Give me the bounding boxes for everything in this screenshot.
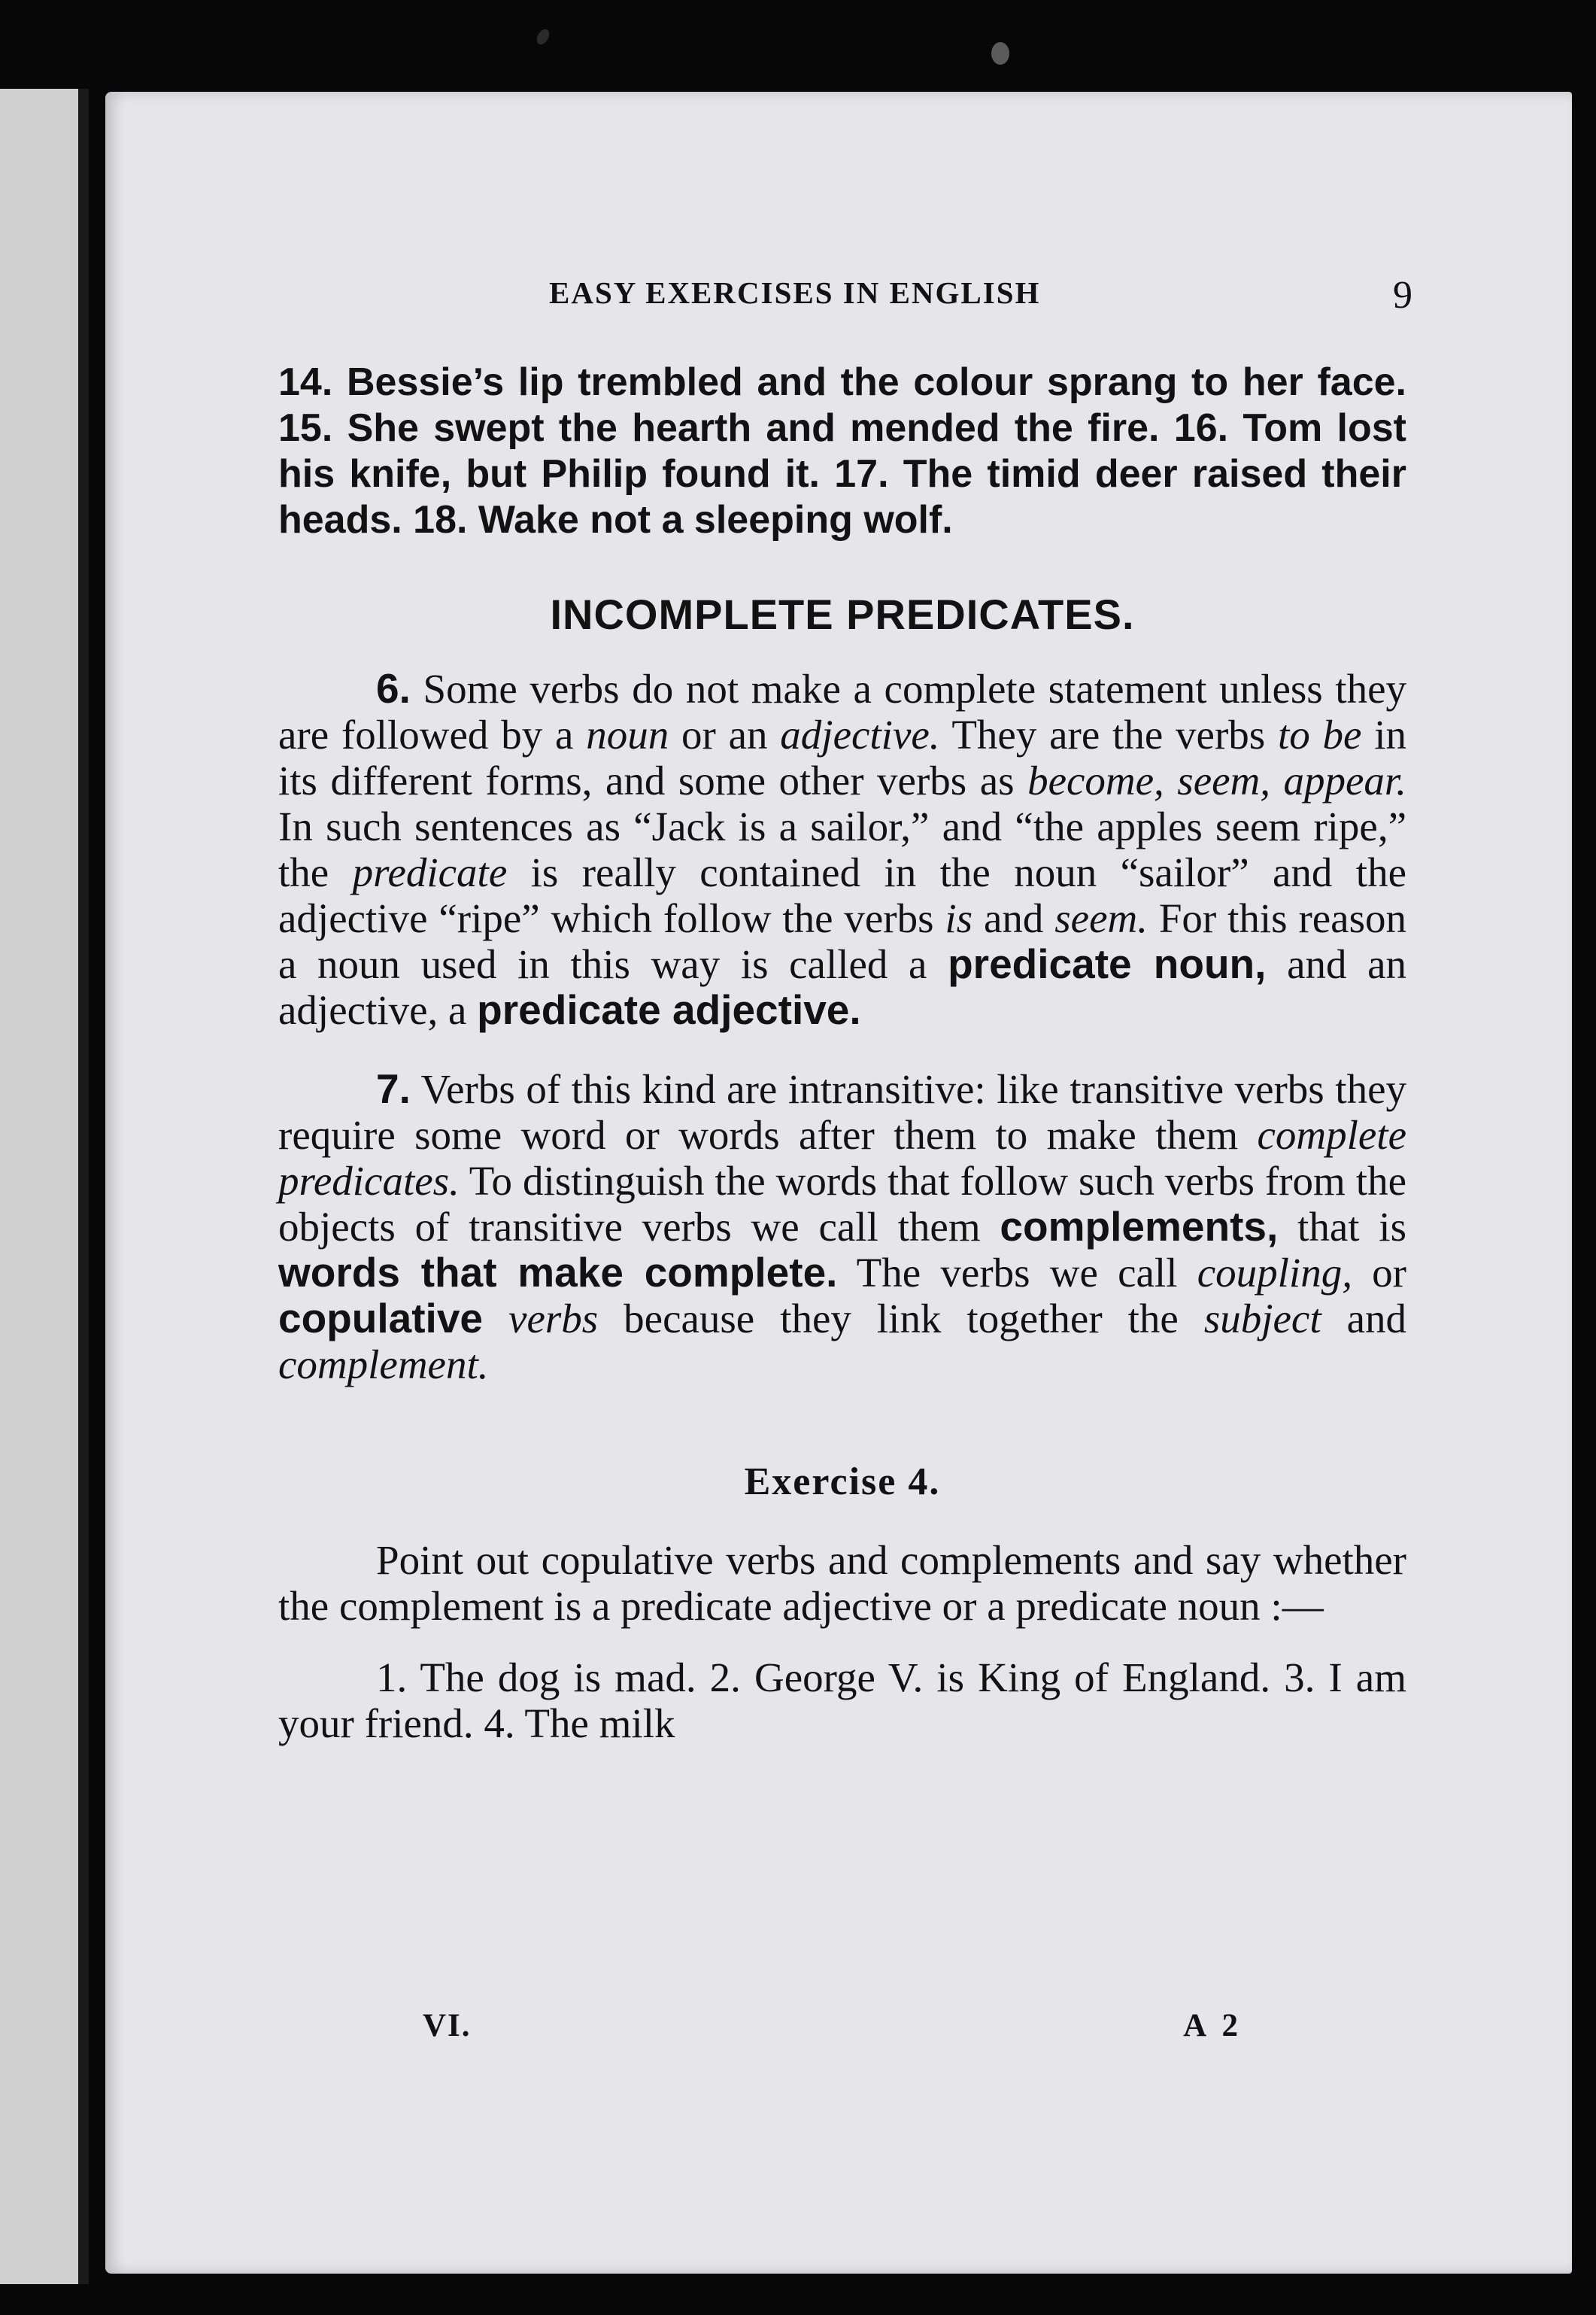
text-run: Verbs of this kind are intransitive: like transitive verbs they require some word or words after them to make them <box>278 1066 1406 1158</box>
emphasis: to be <box>1277 712 1362 758</box>
text-run: that is <box>1278 1204 1406 1250</box>
paragraph-7 <box>278 1066 1406 1387</box>
text-run: because they link together the <box>598 1296 1204 1341</box>
emphasis: predicate <box>352 849 508 895</box>
key-term: words that make complete. <box>278 1249 838 1296</box>
paragraph-6 <box>278 666 1406 1033</box>
paragraph-number: 6. <box>376 665 411 712</box>
emphasis: adjective. <box>780 712 940 758</box>
key-term: copulative <box>278 1295 484 1341</box>
emphasis: is <box>945 895 973 941</box>
text-run: and <box>1321 1296 1407 1341</box>
page-body <box>278 360 1406 1746</box>
signature-mark-right: A 2 <box>1183 2008 1243 2043</box>
emphasis: verbs <box>508 1296 599 1341</box>
exercise-heading: Exercise 4. <box>744 1460 941 1503</box>
running-title: EASY EXERCISES IN ENGLISH <box>549 275 1041 310</box>
text-run: in its different forms, and some other verbs as <box>278 712 1407 804</box>
emphasis: coupling, <box>1197 1250 1352 1296</box>
text-run: and <box>972 895 1055 941</box>
emphasis: complete predicates. <box>278 1112 1406 1204</box>
exercise-items: 1. The dog is mad. 2. George V. is King of England. 3. I am your friend. 4. The milk <box>278 1654 1406 1746</box>
text-run: or an <box>669 712 781 758</box>
text-run: The verbs we call <box>837 1250 1197 1296</box>
emphasis: subject <box>1203 1296 1321 1341</box>
text-run: Some verbs do not make a complete statement unless they are followed by a <box>278 666 1406 758</box>
text-run: or <box>1352 1250 1406 1296</box>
text-run: To distinguish the words that follow such verbs from the objects of transitive verbs we call them <box>278 1158 1406 1250</box>
running-head <box>549 275 1414 320</box>
page-number: 9 <box>1393 274 1414 317</box>
key-term: predicate noun, <box>948 940 1267 987</box>
key-term: complements, <box>1000 1203 1279 1250</box>
paragraph-number: 7. <box>376 1065 411 1112</box>
text-run <box>483 1296 508 1341</box>
signature-mark: VI. <box>423 2008 472 2043</box>
scan-speck <box>991 42 1009 65</box>
key-term: predicate adjective. <box>477 986 861 1033</box>
emphasis: become, seem, appear. <box>1027 758 1406 804</box>
text-run: is really contained in the noun “sailor” and the adjective “ripe” which follow the verbs <box>278 849 1406 941</box>
page-footer <box>423 2007 1243 2052</box>
text-run: and an adjective, a <box>278 941 1407 1033</box>
facing-page-edge <box>0 89 89 2284</box>
emphasis: complement. <box>278 1341 489 1387</box>
emphasis: seem. <box>1054 895 1148 941</box>
text-run: In such sentences as “Jack is a sailor,” and “the apples seem ripe,” the <box>278 804 1406 895</box>
carryover-sentences: 14. Bessie’s lip trembled and the colour sprang to her face. 15. She swept the hearth and mended the fire. 16. Tom lost his knife, but Philip found it. 17. The timid deer raised their heads. 18. Wake not a sleeping wolf. <box>278 360 1406 542</box>
emphasis: noun <box>586 712 669 758</box>
text-run: They are the verbs <box>939 712 1278 758</box>
section-heading: INCOMPLETE PREDICATES. <box>550 591 1135 638</box>
exercise-instruction: Point out copulative verbs and complements and say whether the complement is a predicate adjective or a predicate noun :— <box>278 1537 1406 1629</box>
text-run: For this reason a noun used in this way is called a <box>278 895 1407 987</box>
